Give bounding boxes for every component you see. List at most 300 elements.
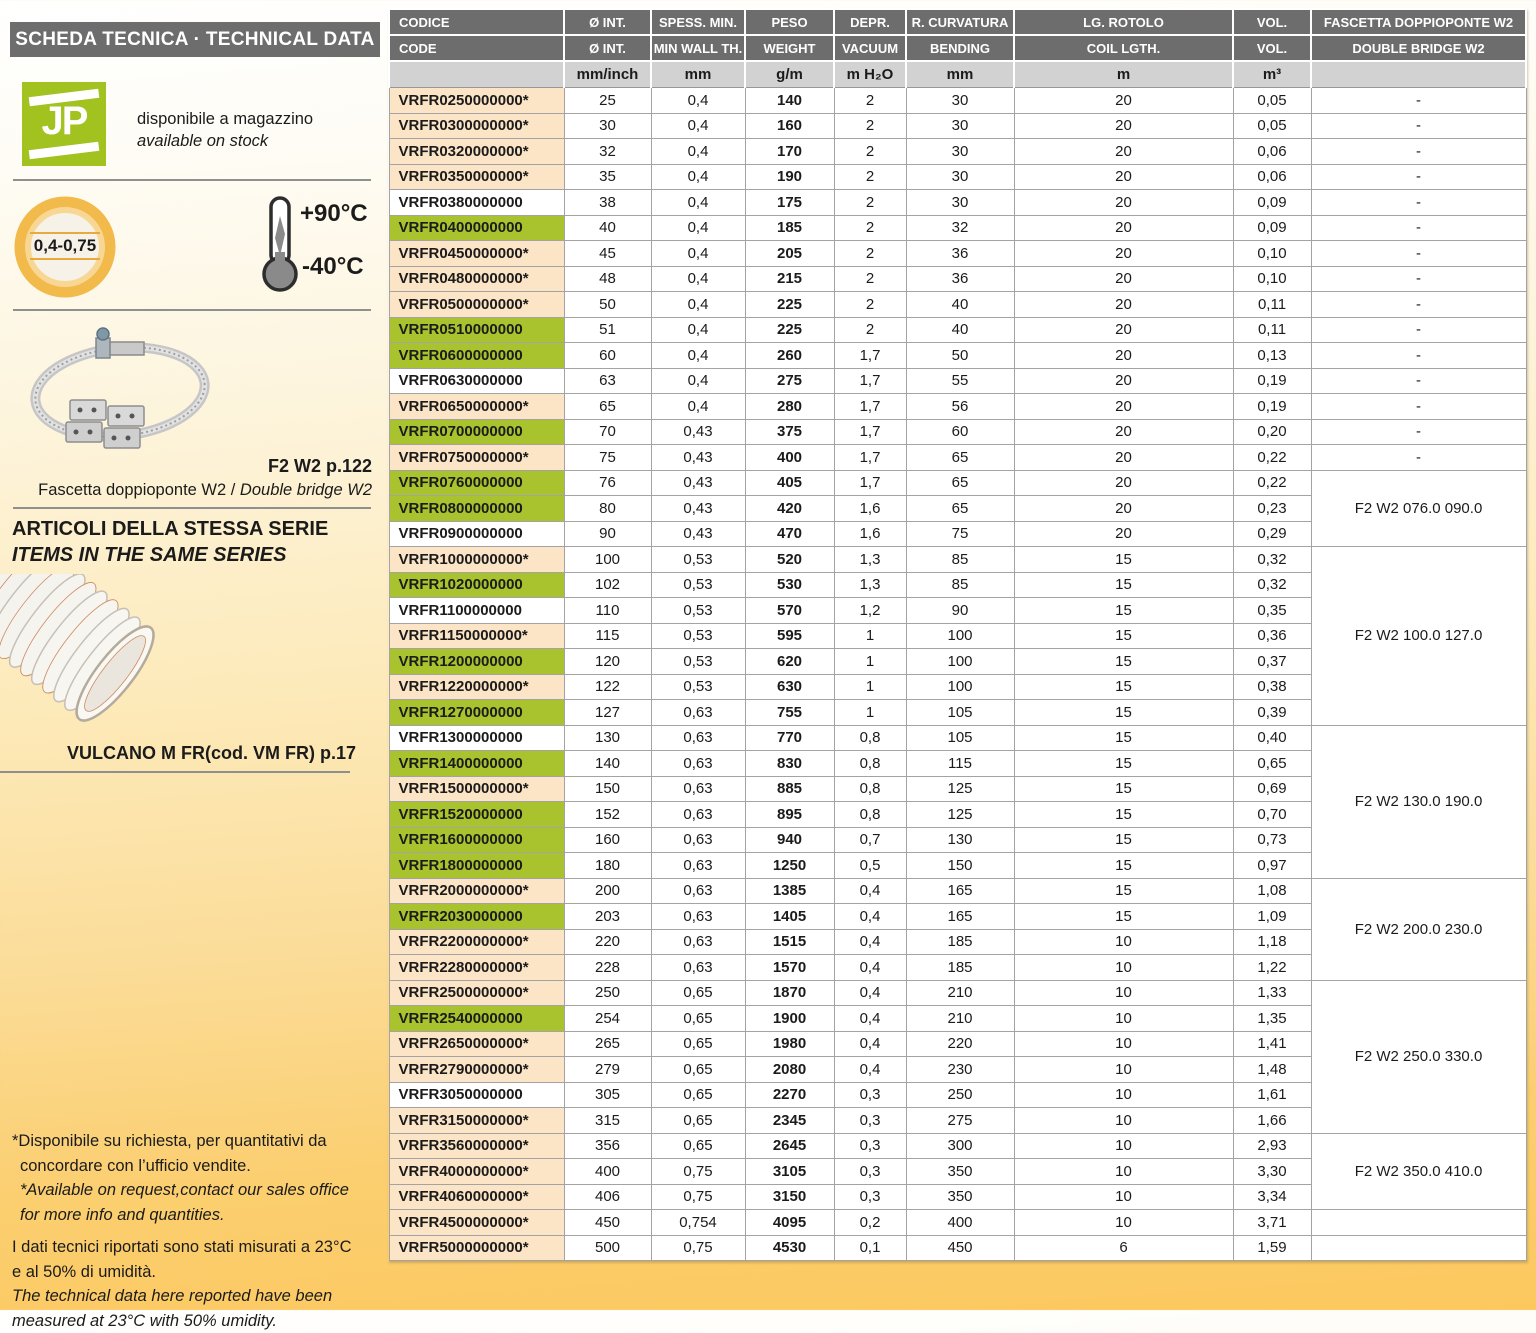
bending-cell: 85 [906,547,1014,573]
thickness-cell: 0,63 [651,955,745,981]
page-title: SCHEDA TECNICA · TECHNICAL DATA [10,22,380,57]
divider [13,309,371,311]
volume-cell: 0,06 [1233,139,1311,165]
bending-cell: 150 [906,853,1014,879]
clamp-group-cell: - [1311,215,1526,241]
same-series-heading [12,516,328,568]
diameter-cell: 80 [564,496,651,522]
clamp-group-cell: - [1311,88,1526,114]
hose-clamp-image [28,326,213,458]
weight-cell: 620 [745,649,834,675]
bending-cell: 65 [906,445,1014,471]
thickness-cell: 0,43 [651,470,745,496]
volume-cell: 0,70 [1233,802,1311,828]
wall-thickness-range: 0,4-0,75 [30,232,100,260]
bending-cell: 400 [906,1210,1014,1236]
coil-length-cell: 10 [1014,1057,1233,1083]
code-cell: VRFR2280000000* [389,955,564,981]
vacuum-cell: 2 [834,317,906,343]
footnotes [12,1129,352,1333]
code-cell: VRFR1520000000 [389,802,564,828]
vacuum-cell: 2 [834,292,906,318]
coil-length-cell: 20 [1014,266,1233,292]
bending-cell: 40 [906,292,1014,318]
code-cell: VRFR0750000000* [389,445,564,471]
volume-cell: 1,09 [1233,904,1311,930]
thickness-cell: 0,4 [651,139,745,165]
thickness-cell: 0,4 [651,292,745,318]
diameter-cell: 48 [564,266,651,292]
vacuum-cell: 1 [834,649,906,675]
diameter-cell: 160 [564,827,651,853]
table-row [389,343,1526,369]
bending-cell: 90 [906,598,1014,624]
coil-length-cell: 15 [1014,674,1233,700]
table-units-row [389,61,1526,88]
thickness-cell: 0,65 [651,1057,745,1083]
thickness-cell: 0,43 [651,496,745,522]
bending-cell: 220 [906,1031,1014,1057]
diameter-cell: 305 [564,1082,651,1108]
volume-cell: 1,66 [1233,1108,1311,1134]
bending-cell: 130 [906,827,1014,853]
bending-cell: 250 [906,1082,1014,1108]
diameter-cell: 315 [564,1108,651,1134]
vacuum-cell: 2 [834,215,906,241]
volume-cell: 0,73 [1233,827,1311,853]
weight-cell: 280 [745,394,834,420]
weight-cell: 770 [745,725,834,751]
code-cell: VRFR1400000000 [389,751,564,777]
table-row [389,1133,1526,1159]
thickness-cell: 0,63 [651,878,745,904]
stock-availability [137,108,313,152]
diameter-cell: 250 [564,980,651,1006]
thickness-cell: 0,53 [651,623,745,649]
code-cell: VRFR0650000000* [389,394,564,420]
jp-logo [22,82,106,166]
weight-cell: 405 [745,470,834,496]
code-cell: VRFR2650000000* [389,1031,564,1057]
vacuum-cell: 0,4 [834,904,906,930]
vacuum-cell: 1 [834,623,906,649]
coil-length-cell: 20 [1014,394,1233,420]
table-row [389,164,1526,190]
thickness-cell: 0,63 [651,751,745,777]
thickness-cell: 0,4 [651,317,745,343]
weight-cell: 895 [745,802,834,828]
bending-cell: 60 [906,419,1014,445]
bending-cell: 30 [906,164,1014,190]
coil-length-cell: 15 [1014,802,1233,828]
vacuum-cell: 1,2 [834,598,906,624]
technical-data-table [388,8,1527,1261]
volume-cell: 1,61 [1233,1082,1311,1108]
unit-volume: m³ [1233,61,1311,88]
weight-cell: 755 [745,700,834,726]
diameter-cell: 70 [564,419,651,445]
coil-length-cell: 20 [1014,88,1233,114]
thickness-cell: 0,4 [651,164,745,190]
thickness-cell: 0,65 [651,1108,745,1134]
bending-cell: 100 [906,674,1014,700]
vacuum-cell: 2 [834,113,906,139]
bending-cell: 105 [906,725,1014,751]
code-cell: VRFR0600000000 [389,343,564,369]
coil-length-cell: 10 [1014,1108,1233,1134]
footnote-measure-it-2: e al 50% di umidità. [12,1260,352,1285]
vacuum-cell: 0,4 [834,980,906,1006]
volume-cell: 1,41 [1233,1031,1311,1057]
vacuum-cell: 0,3 [834,1184,906,1210]
col-header-diameter: Ø INT. [564,9,651,35]
thickness-cell: 0,4 [651,241,745,267]
code-cell: VRFR1600000000 [389,827,564,853]
divider [13,179,371,181]
temp-min: -40°C [302,253,364,281]
col-header-vacuum: DEPR. [834,9,906,35]
bending-cell: 30 [906,139,1014,165]
volume-cell: 0,11 [1233,317,1311,343]
bending-cell: 210 [906,980,1014,1006]
vacuum-cell: 0,4 [834,1057,906,1083]
bending-cell: 55 [906,368,1014,394]
diameter-cell: 228 [564,955,651,981]
col-header-bending-en: BENDING [906,35,1014,61]
weight-cell: 1900 [745,1006,834,1032]
vacuum-cell: 2 [834,139,906,165]
weight-cell: 400 [745,445,834,471]
bending-cell: 105 [906,700,1014,726]
coil-length-cell: 15 [1014,853,1233,879]
diameter-cell: 152 [564,802,651,828]
clamp-group-cell: - [1311,139,1526,165]
weight-cell: 1980 [745,1031,834,1057]
code-cell: VRFR3050000000 [389,1082,564,1108]
table-row [389,292,1526,318]
clamp-group-cell [1311,1235,1526,1261]
coil-length-cell: 15 [1014,623,1233,649]
weight-cell: 215 [745,266,834,292]
diameter-cell: 38 [564,190,651,216]
col-header-weight: PESO [745,9,834,35]
code-cell: VRFR0320000000* [389,139,564,165]
diameter-cell: 60 [564,343,651,369]
weight-cell: 2345 [745,1108,834,1134]
coil-length-cell: 20 [1014,445,1233,471]
sidebar [0,0,388,1310]
footnote-request-en-2: for more info and quantities. [12,1203,352,1228]
diameter-cell: 76 [564,470,651,496]
clamp-group-cell: - [1311,164,1526,190]
col-header-codice: CODICE [389,9,564,35]
code-cell: VRFR0630000000 [389,368,564,394]
volume-cell: 1,59 [1233,1235,1311,1261]
table-row [389,547,1526,573]
table-row [389,139,1526,165]
diameter-cell: 127 [564,700,651,726]
table-row [389,113,1526,139]
vacuum-cell: 0,5 [834,853,906,879]
coil-length-cell: 10 [1014,980,1233,1006]
table-row [389,190,1526,216]
clamp-group-cell: F2 W2 100.0 127.0 [1311,547,1526,726]
weight-cell: 885 [745,776,834,802]
bending-cell: 75 [906,521,1014,547]
weight-cell: 225 [745,317,834,343]
coil-length-cell: 15 [1014,547,1233,573]
volume-cell: 0,13 [1233,343,1311,369]
diameter-cell: 500 [564,1235,651,1261]
thickness-cell: 0,53 [651,572,745,598]
coil-length-cell: 10 [1014,1006,1233,1032]
weight-cell: 175 [745,190,834,216]
coil-length-cell: 10 [1014,1210,1233,1236]
unit-weight: g/m [745,61,834,88]
code-cell: VRFR2000000000* [389,878,564,904]
coil-length-cell: 20 [1014,190,1233,216]
vacuum-cell: 2 [834,190,906,216]
clamp-label [38,481,372,500]
bending-cell: 275 [906,1108,1014,1134]
clamp-page-ref: F2 W2 p.122 [268,456,372,477]
jp-logo-text: JP [22,99,106,144]
coil-length-cell: 10 [1014,1159,1233,1185]
code-cell: VRFR1200000000 [389,649,564,675]
code-cell: VRFR0510000000 [389,317,564,343]
weight-cell: 1515 [745,929,834,955]
weight-cell: 520 [745,547,834,573]
table-row [389,470,1526,496]
thickness-cell: 0,63 [651,776,745,802]
thickness-cell: 0,4 [651,343,745,369]
diameter-cell: 130 [564,725,651,751]
weight-cell: 1570 [745,955,834,981]
volume-cell: 0,19 [1233,394,1311,420]
thickness-cell: 0,65 [651,1031,745,1057]
temp-max: +90°C [300,200,368,228]
vacuum-cell: 1,6 [834,521,906,547]
col-header-vacuum-en: VACUUM [834,35,906,61]
code-cell: VRFR2790000000* [389,1057,564,1083]
divider [0,771,350,773]
weight-cell: 940 [745,827,834,853]
diameter-cell: 32 [564,139,651,165]
diameter-cell: 30 [564,113,651,139]
diameter-cell: 110 [564,598,651,624]
bending-cell: 300 [906,1133,1014,1159]
thickness-cell: 0,53 [651,674,745,700]
code-cell: VRFR0380000000 [389,190,564,216]
coil-length-cell: 20 [1014,139,1233,165]
thickness-cell: 0,43 [651,445,745,471]
vacuum-cell: 1,7 [834,368,906,394]
clamp-group-cell: - [1311,292,1526,318]
clamp-group-cell: F2 W2 076.0 090.0 [1311,470,1526,547]
diameter-cell: 45 [564,241,651,267]
col-header-volume: VOL. [1233,9,1311,35]
code-cell: VRFR2500000000* [389,980,564,1006]
vacuum-cell: 1,7 [834,470,906,496]
unit-bending: mm [906,61,1014,88]
diameter-cell: 51 [564,317,651,343]
bending-cell: 36 [906,266,1014,292]
coil-length-cell: 20 [1014,215,1233,241]
code-cell: VRFR1150000000* [389,623,564,649]
bending-cell: 125 [906,776,1014,802]
bending-cell: 165 [906,904,1014,930]
coil-length-cell: 10 [1014,1031,1233,1057]
vacuum-cell: 0,4 [834,878,906,904]
footnote-request-it-2: concordare con l’ufficio vendite. [12,1154,352,1179]
same-series-heading-en: ITEMS IN THE SAME SERIES [12,542,328,568]
coil-length-cell: 10 [1014,955,1233,981]
code-cell: VRFR5000000000* [389,1235,564,1261]
diameter-cell: 122 [564,674,651,700]
coil-length-cell: 20 [1014,343,1233,369]
thickness-cell: 0,63 [651,904,745,930]
vacuum-cell: 2 [834,266,906,292]
divider [13,507,371,509]
volume-cell: 0,09 [1233,190,1311,216]
volume-cell: 1,08 [1233,878,1311,904]
volume-cell: 0,05 [1233,113,1311,139]
table-row [389,368,1526,394]
clamp-group-cell: F2 W2 130.0 190.0 [1311,725,1526,878]
code-cell: VRFR0480000000* [389,266,564,292]
code-cell: VRFR0900000000 [389,521,564,547]
bending-cell: 165 [906,878,1014,904]
vacuum-cell: 1 [834,674,906,700]
code-cell: VRFR1300000000 [389,725,564,751]
diameter-cell: 50 [564,292,651,318]
diameter-cell: 102 [564,572,651,598]
diameter-cell: 450 [564,1210,651,1236]
vacuum-cell: 1,3 [834,547,906,573]
table-row [389,725,1526,751]
footnote-measure-it-1: I dati tecnici riportati sono stati misurati a 23°C [12,1235,352,1260]
coil-length-cell: 10 [1014,1133,1233,1159]
volume-cell: 0,10 [1233,241,1311,267]
volume-cell: 0,65 [1233,751,1311,777]
weight-cell: 420 [745,496,834,522]
vacuum-cell: 1 [834,700,906,726]
diameter-cell: 90 [564,521,651,547]
code-cell: VRFR0800000000 [389,496,564,522]
col-header-coil-en: COIL LGTH. [1014,35,1233,61]
weight-cell: 4095 [745,1210,834,1236]
thickness-cell: 0,63 [651,853,745,879]
weight-cell: 190 [745,164,834,190]
col-header-diameter-en: Ø INT. [564,35,651,61]
weight-cell: 275 [745,368,834,394]
thickness-cell: 0,4 [651,190,745,216]
weight-cell: 595 [745,623,834,649]
bending-cell: 100 [906,623,1014,649]
diameter-cell: 180 [564,853,651,879]
vacuum-cell: 1,7 [834,419,906,445]
code-cell: VRFR4000000000* [389,1159,564,1185]
thickness-cell: 0,65 [651,1082,745,1108]
weight-cell: 140 [745,88,834,114]
weight-cell: 260 [745,343,834,369]
bending-cell: 185 [906,929,1014,955]
vacuum-cell: 0,8 [834,776,906,802]
diameter-cell: 150 [564,776,651,802]
thickness-cell: 0,4 [651,113,745,139]
coil-length-cell: 15 [1014,649,1233,675]
volume-cell: 1,35 [1233,1006,1311,1032]
bending-cell: 56 [906,394,1014,420]
diameter-cell: 35 [564,164,651,190]
bending-cell: 350 [906,1159,1014,1185]
coil-length-cell: 20 [1014,470,1233,496]
vacuum-cell: 1,7 [834,445,906,471]
diameter-cell: 75 [564,445,651,471]
thickness-cell: 0,63 [651,929,745,955]
clamp-group-cell: - [1311,317,1526,343]
thickness-cell: 0,754 [651,1210,745,1236]
thickness-cell: 0,4 [651,266,745,292]
coil-length-cell: 20 [1014,496,1233,522]
weight-cell: 3150 [745,1184,834,1210]
thickness-cell: 0,75 [651,1184,745,1210]
col-header-volume-en: VOL. [1233,35,1311,61]
thickness-cell: 0,53 [651,649,745,675]
coil-length-cell: 10 [1014,1082,1233,1108]
diameter-cell: 400 [564,1159,651,1185]
stock-availability-en: available on stock [137,130,313,152]
diameter-cell: 203 [564,904,651,930]
hose-product-image [0,574,205,756]
bending-cell: 115 [906,751,1014,777]
thickness-cell: 0,43 [651,521,745,547]
code-cell: VRFR0760000000 [389,470,564,496]
clamp-group-cell: - [1311,445,1526,471]
weight-cell: 4530 [745,1235,834,1261]
volume-cell: 0,29 [1233,521,1311,547]
clamp-group-cell: F2 W2 200.0 230.0 [1311,878,1526,980]
col-header-weight-en: WEIGHT [745,35,834,61]
weight-cell: 375 [745,419,834,445]
technical-data-table-wrap [388,8,1527,1261]
coil-length-cell: 20 [1014,241,1233,267]
vacuum-cell: 0,3 [834,1108,906,1134]
code-cell: VRFR0250000000* [389,88,564,114]
table-header-row-en [389,35,1526,61]
code-cell: VRFR1100000000 [389,598,564,624]
coil-length-cell: 15 [1014,751,1233,777]
vacuum-cell: 1,6 [834,496,906,522]
table-body [389,88,1526,1261]
thickness-cell: 0,53 [651,598,745,624]
col-header-bending: R. CURVATURA [906,9,1014,35]
diameter-cell: 40 [564,215,651,241]
volume-cell: 1,18 [1233,929,1311,955]
diameter-cell: 220 [564,929,651,955]
diameter-cell: 100 [564,547,651,573]
table-row [389,1210,1526,1236]
unit-code [389,61,564,88]
table-row [389,266,1526,292]
thickness-cell: 0,75 [651,1235,745,1261]
weight-cell: 1385 [745,878,834,904]
table-row [389,317,1526,343]
table-header-row-it [389,9,1526,35]
diameter-cell: 279 [564,1057,651,1083]
coil-length-cell: 20 [1014,419,1233,445]
volume-cell: 0,11 [1233,292,1311,318]
